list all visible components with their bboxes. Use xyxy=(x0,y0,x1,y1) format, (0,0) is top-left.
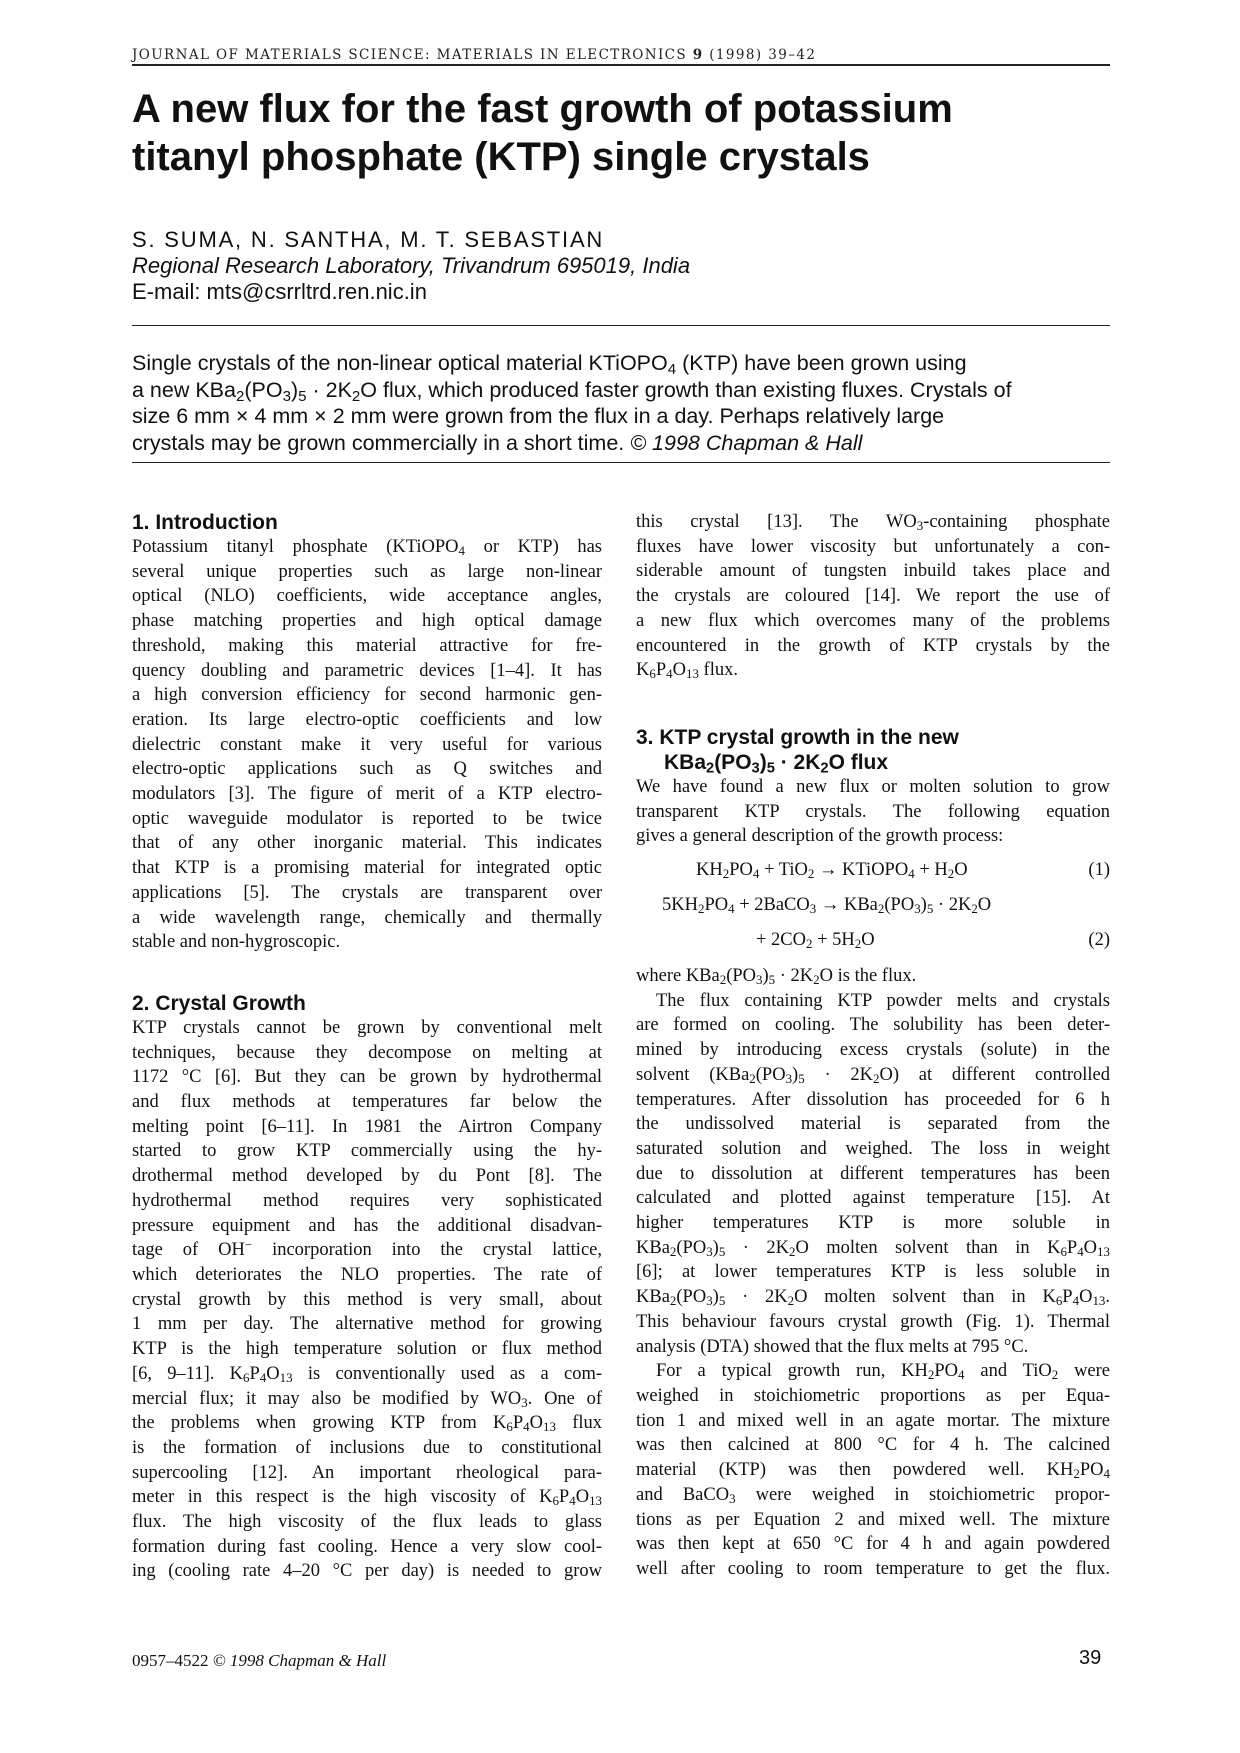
page-number: 39 xyxy=(1079,1647,1102,1669)
footer-issn: 0957–4522 © 1998 Chapman & Hall xyxy=(132,1651,387,1670)
crystal-growth-paragraph: KTP crystals cannot be grown by conventional melt techniques, because they decompose on melting at 1172 °C [6]. But they can be grown by hydrothermal and flux methods at temperatures far below the melting point [6–11]. In 1981 the Airtron Company started to grow KTP commercially using the hy- drothermal method developed by du Pont [8]. The hydrothermal method requires very sophisticated pressure equipment and has the additional disadvan- tage of OH− incorporation into the crystal lattice, which deteriorates the NLO properties. The rate of crystal growth by this method is very small, about 1 mm per day. The alternative method for growing KTP is the high temperature solution or flux method [6, 9–11]. $K_6P_4O_{13}$ is conventionally used as a com- mercial flux; it may also be modified by $WO_3$. One of the problems when growing KTP from $K_6P_4O_{13}$ flux is the formation of inclusions due to constitutional supercooling [12]. An important rheological para- meter in this respect is the high viscosity of $K_6P_4O_{13}$ flux. The high viscosity of the flux leads to glass formation during fast cooling. Hence a very slow cool- ing (cooling rate 4–20 °C per day) is needed to grow xyxy=(132,1017,603,1582)
article-title xyxy=(132,85,1112,181)
abstract-bottom-rule xyxy=(132,462,1110,463)
equation-1: $KH_2PO_4 + TiO_2$ → KTiOPO$_4$ + $H_2O$ (1) xyxy=(636,853,1110,888)
header-rule xyxy=(132,64,1110,66)
introduction-continued: this crystal [13]. The $WO_3$-containing phosphate fluxes have lower viscosity but unfortunately a con- siderable amount of tungsten inbuild takes place and the crystals are coloured [14]. We report the use of a new flux which overcomes many of the problems encountered in the growth of KTP crystals by the $K_6P_4O_{13}$ flux. xyxy=(636,512,1111,682)
journal-name: JOURNAL OF MATERIALS SCIENCE: MATERIALS IN ELECTRONICS xyxy=(132,47,688,63)
authors: S. SUMA, N. SANTHA, M. T. SEBASTIAN xyxy=(132,227,605,252)
abstract-line: size 6 mm × 4 mm × 2 mm were grown from the flux in a day. Perhaps relatively large xyxy=(132,404,945,428)
ktp-growth-paragraph-3: For a typical growth run, $KH_2PO_4$ and TiO$_2$ were weighed in stoichiometric proportions as per Equa- tion 1 and mixed well in an agate mortar. The mixture was then calcined at 800 °C for 4 h. The calcined material (KTP) was then powdered well. $KH_2PO_4$ and BaCO$_3$ were weighed in stoichiometric propor- tions as per Equation 2 and mixed well. The mixture was then kept at 650 °C for 4 h and again powdered well after cooling to room temperature to get the flux. xyxy=(636,1361,1111,1579)
section-heading-crystal-growth: 2. Crystal Growth xyxy=(132,991,306,1015)
abstract-copyright: © 1998 Chapman & Hall xyxy=(630,430,863,455)
author-email: E-mail: mts@csrrltrd.ren.nic.in xyxy=(132,279,427,304)
right-column xyxy=(636,510,1110,1582)
ktp-growth-paragraph-1: We have found a new flux or molten solution to grow transparent KTP crystals. The following equation gives a general description of the growth process: xyxy=(636,776,1110,847)
equation-number: (1) xyxy=(1088,860,1110,881)
section-heading-introduction: 1. Introduction xyxy=(132,511,278,534)
running-head xyxy=(132,47,816,63)
affiliation: Regional Research Laboratory, Trivandrum 695019, India xyxy=(132,253,691,278)
title-line-1: A new flux for the fast growth of potassium xyxy=(132,87,953,131)
journal-volume: 9 xyxy=(692,47,704,63)
equation-2: $5KH_2PO_4$ + 2BaCO$_3$ → $KBa_2(PO_3)_5 \cdot 2K_2O$ xyxy=(662,895,992,917)
abstract xyxy=(132,350,1112,456)
equation-2-continued: + $2CO_2 + 5H_2O$ (2) xyxy=(636,923,1110,958)
introduction-paragraph: Potassium titanyl phosphate (KTiOPO$_4$ or KTP) has several unique properties such as large non-linear optical (NLO) coefficients, wide acceptance angles, phase matching properties and high optical damage threshold, making this material attractive for fre- quency doubling and parametric devices [1–4]. It has a high conversion efficiency for second harmonic gen- eration. Its large electro-optic coefficients and low dielectric constant make it very useful for various electro-optic applications such as Q switches and modulators [3]. The figure of merit of a KTP electro- optic waveguide modulator is reported to be twice that of any other inorganic material. This indicates that KTP is a promising material for integrated optic applications [5]. The crystals are transparent over a wide wavelength range, chemically and thermally stable and non-hygroscopic. xyxy=(132,537,603,953)
left-column xyxy=(132,510,602,1584)
footer-copyright: © 1998 Chapman & Hall xyxy=(212,1651,387,1670)
abstract-line: crystals may be grown commercially in a short time. © 1998 Chapman & Hall xyxy=(132,430,863,455)
abstract-line: Single crystals of the non-linear optical material KTiOPO$_4$ (KTP) have been grown using xyxy=(132,351,967,378)
abstract-top-rule xyxy=(132,325,1110,326)
equation-number: (2) xyxy=(1088,930,1110,951)
ktp-growth-paragraph-2: where $KBa_2(PO_3)_5 \cdot 2K_2O$ is the flux. The flux containing KTP powder melts and crystals are formed on cooling. The solubility has been deter- mined by introducing excess crystals (solute) in the solvent $(KBa_2(PO_3)_5 \cdot 2K_2O)$ at different controlled temperatures. After dissolution has proceeded for 6 h the undissolved material is separated from the saturated solution and weighed. The loss in weight due to dissolution at different temperatures has been calculated and plotted against temperature [15]. At higher temperatures KTP is more soluble in $KBa_2(PO_3)_5 \cdot 2K_2O$ molten solvent than in $K_6P_4O_{13}$ [6]; at lower temperatures KTP is less soluble in $KBa_2(PO_3)_5 \cdot 2K_2O$ molten solvent than in $K_6P_4O_{13}$. This behaviour favours crystal growth (Fig. 1). Thermal analysis (DTA) showed that the flux melts at 795 °C. xyxy=(636,966,1110,1357)
journal-year-pages: (1998) 39–42 xyxy=(709,47,817,63)
abstract-line: a new $KBa_2(PO_3)_5 \cdot 2K_2O$ flux, which produced faster growth than existing fluxes. Crystals of xyxy=(132,377,1012,405)
title-line-2: titanyl phosphate (KTP) single crystals xyxy=(132,135,870,179)
section-heading-ktp-growth: 3. KTP crystal growth in the new $KBa_2(PO_3)_5 \cdot 2K_2O$ flux xyxy=(636,725,959,777)
